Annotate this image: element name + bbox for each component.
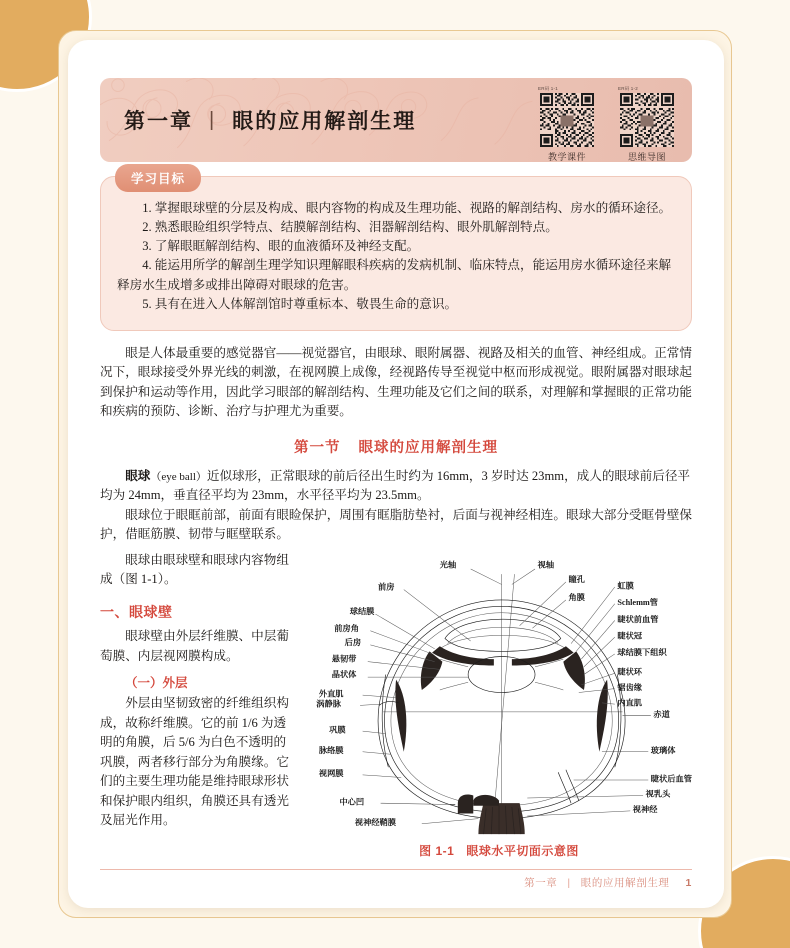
- diagram-label-suspensory-ligament: 悬韧带: [331, 654, 357, 664]
- diagram-label-subconjunctival-tissue: 球结膜下组织: [617, 648, 667, 658]
- footer-separator: |: [567, 876, 571, 889]
- objective-item: 1. 掌握眼球壁的分层及构成、眼内容物的构成及生理功能、视路的解剖结构、房水的循环途径。: [142, 201, 672, 215]
- qr-code-group: [536, 86, 678, 162]
- diagram-label-choroid: 脉络膜: [318, 745, 344, 755]
- learning-objectives-badge: 学习目标: [115, 164, 201, 192]
- qr-code-tag: ER码 1-1: [538, 86, 558, 91]
- two-column-region: [100, 551, 692, 860]
- diagram-label-pupil: 瞳孔: [568, 574, 585, 584]
- diagram-label-ciliary-corona: 睫状冠: [617, 631, 643, 641]
- diagram-label-vortex-vein: 涡静脉: [316, 699, 341, 709]
- diagram-label-bulbar-conjunctiva: 球结膜: [349, 607, 375, 617]
- chapter-header-band: [100, 78, 692, 162]
- figure-title: 眼球水平切面示意图: [466, 844, 579, 859]
- diagram-label-iris: 虹膜: [617, 581, 634, 591]
- diagram-label-equator: 赤道: [653, 709, 670, 719]
- qr-code-icon[interactable]: [540, 93, 594, 147]
- diagram-label-medial-rectus: 内直肌: [617, 698, 643, 708]
- eyeball-composition-text: [100, 551, 296, 590]
- chapter-title: 眼的应用解剖生理: [232, 110, 417, 133]
- qr-code-item[interactable]: [616, 86, 678, 162]
- qr-code-tag: ER码 1-2: [618, 86, 638, 91]
- eyeball-paragraph-2: 眼球位于眼眶前部，前面有眼睑保护，周围有眶脂肪垫衬，后面与视神经相连。眼球大部分受眶骨壁保护，借眶筋膜、韧带与眶壁联系。: [100, 507, 692, 542]
- eyeball-term: 眼球: [125, 468, 151, 483]
- qr-code-icon[interactable]: [620, 93, 674, 147]
- eyeball-term-latin: （eye ball）: [150, 470, 207, 483]
- eyeball-paragraph-3: 眼球由眼球壁和眼球内容物组成（图 1-1）。: [100, 552, 289, 587]
- diagram-label-sclera: 巩膜: [329, 725, 346, 735]
- objective-item: 4. 能运用所学的解剖生理学知识理解眼科疾病的发病机制、临床特点，能运用房水循环途径来解释房水生成增多或排出障碍对眼球的危害。: [117, 258, 672, 292]
- eyeball-wall-paragraph: 眼球壁由外层纤维膜、中层葡萄膜、内层视网膜构成。: [100, 629, 289, 663]
- objective-item: 5. 具有在进入人体解剖馆时尊重标本、敬畏生命的意识。: [142, 296, 458, 311]
- eyeball-text-block: [100, 467, 692, 545]
- figure-number: 图 1-1: [419, 844, 455, 859]
- diagram-label-posterior-ciliary-vessel: 睫状后血管: [650, 774, 692, 784]
- textbook-page: [68, 40, 724, 908]
- diagram-label-optical-axis: 光轴: [439, 560, 457, 570]
- diagram-label-cornea: 角膜: [568, 592, 585, 602]
- objective-item: 2. 熟悉眼睑组织学特点、结膜解剖结构、泪器解剖结构、眼外肌解剖特点。: [142, 220, 558, 235]
- eye-cross-section-figure: [306, 551, 692, 860]
- qr-code-label: 教学课件: [547, 152, 586, 162]
- diagram-label-schlemm-canal: Schlemm管: [617, 598, 659, 608]
- diagram-label-lateral-rectus: 外直肌: [318, 689, 344, 699]
- page-content: [100, 78, 692, 888]
- chapter-number: 第一章: [124, 110, 193, 133]
- diagram-label-anterior-chamber-angle: 前房角: [334, 623, 359, 633]
- diagram-label-ciliary-ring: 睫状环: [617, 667, 643, 677]
- diagram-label-anterior-ciliary-vessel: 睫状前血管: [617, 614, 659, 624]
- intro-paragraph: 眼是人体最重要的感觉器官——视觉器官，由眼球、眼附属器、视路及相关的血管、神经组成。正常情况下，眼球接受外界光线的刺激，在视网膜上成像，经视路传导至视觉中枢而形成视觉。眼附属器对眼球起到保护和运动等作用，因此学习眼部的解剖结构、生理功能及它们之间的联系，对理解和掌握眼的正常功能和疾病的预防、诊断、治疗与护理尤为重要。: [100, 345, 692, 419]
- outer-layer-paragraph: 外层由坚韧致密的纤维组织构成，故称纤维膜。它的前 1/6 为透明的角膜，后 5/6 为白色不透明的巩膜，两者移行部分为角膜缘。它们的主要生理功能是维持眼球形状和保护眼内组织，角膜还具有透光及屈光作用。: [100, 696, 289, 828]
- eyeball-paragraph-1-rest: 近似球形，正常眼球的前后径出生时约为 16mm，3 岁时达 23mm，成人的眼球前后径平均为 24mm，垂直径平均为 23mm，水平径平均为 23.5mm。: [100, 468, 691, 503]
- heading-outer-layer: （一）外层: [125, 676, 188, 691]
- diagram-label-visual-axis: 视轴: [537, 560, 555, 570]
- learning-objectives-list: [117, 199, 675, 314]
- chapter-title-group: [124, 105, 416, 135]
- diagram-label-lens: 晶状体: [331, 670, 357, 680]
- qr-code-item[interactable]: [536, 86, 598, 162]
- chapter-title-separator: |: [209, 108, 217, 131]
- left-text-column: [100, 551, 296, 860]
- diagram-label-optic-nerve: 视神经: [632, 805, 658, 815]
- eyeball-paragraph-1: [100, 467, 692, 506]
- diagram-label-vitreous: 玻璃体: [650, 745, 676, 755]
- diagram-label-anterior-chamber: 前房: [378, 582, 395, 592]
- diagram-label-fovea: 中心凹: [339, 797, 365, 807]
- eyeball-wall-text: [100, 627, 296, 666]
- footer-title: 眼的应用解剖生理: [580, 877, 670, 889]
- objective-item: 3. 了解眼眶解剖结构、眼的血液循环及神经支配。: [142, 239, 420, 254]
- heading-eyeball-wall: 一、眼球壁: [100, 604, 173, 620]
- section-heading: [100, 436, 692, 457]
- eye-anatomy-diagram-icon: [306, 551, 692, 841]
- diagram-label-optic-nerve-sheath: 视神经鞘膜: [354, 818, 397, 828]
- page-number: 1: [685, 876, 692, 889]
- outer-layer-text: [100, 694, 296, 831]
- learning-objectives-box: [100, 172, 692, 331]
- diagram-label-ora-serrata: 锯齿缘: [617, 682, 643, 692]
- section-title-text: 眼球的应用解剖生理: [358, 439, 498, 456]
- figure-caption: [306, 842, 692, 859]
- qr-code-label: 思维导图: [627, 152, 666, 162]
- diagram-label-retina: 视网膜: [318, 769, 344, 779]
- section-number: 第一节: [294, 439, 341, 456]
- footer-chapter: 第一章: [524, 877, 558, 889]
- intro-text-block: [100, 344, 692, 422]
- diagram-label-posterior-chamber: 后房: [344, 637, 362, 647]
- figure-column: [306, 551, 692, 860]
- page-footer: [100, 869, 692, 890]
- diagram-label-optic-papilla: 视乳头: [645, 789, 671, 799]
